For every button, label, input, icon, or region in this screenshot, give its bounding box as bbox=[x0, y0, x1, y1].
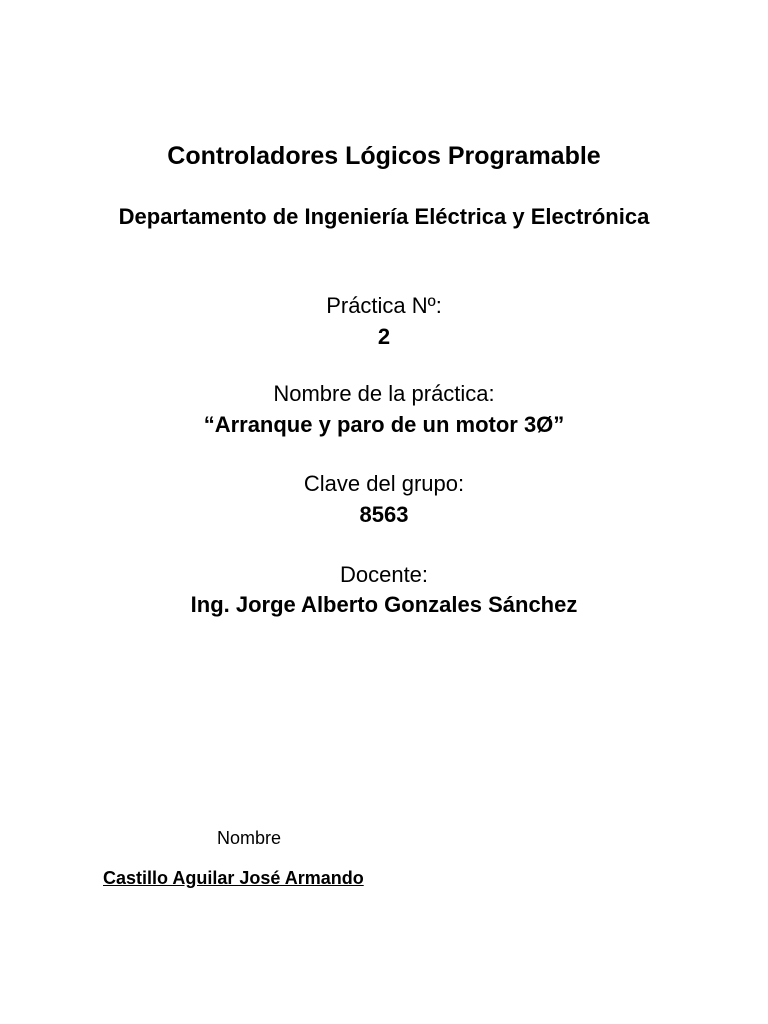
practice-name-label: Nombre de la práctica: bbox=[273, 381, 495, 406]
practice-number: 2 bbox=[377, 324, 391, 349]
practice-number-label: Práctica Nº: bbox=[326, 293, 442, 318]
student-label: Nombre bbox=[217, 828, 282, 848]
document-title: Controladores Lógicos Programable bbox=[167, 142, 601, 170]
group-key-label: Clave del grupo: bbox=[303, 471, 465, 496]
department-name: Departamento de Ingeniería Eléctrica y Electrónica bbox=[118, 204, 650, 229]
practice-name: “Arranque y paro de un motor 3Ø” bbox=[203, 412, 565, 437]
teacher-label: Docente: bbox=[339, 562, 429, 587]
group-key: 8563 bbox=[359, 502, 409, 527]
student-name: Castillo Aguilar José Armando bbox=[103, 868, 364, 888]
teacher-name: Ing. Jorge Alberto Gonzales Sánchez bbox=[190, 592, 578, 617]
